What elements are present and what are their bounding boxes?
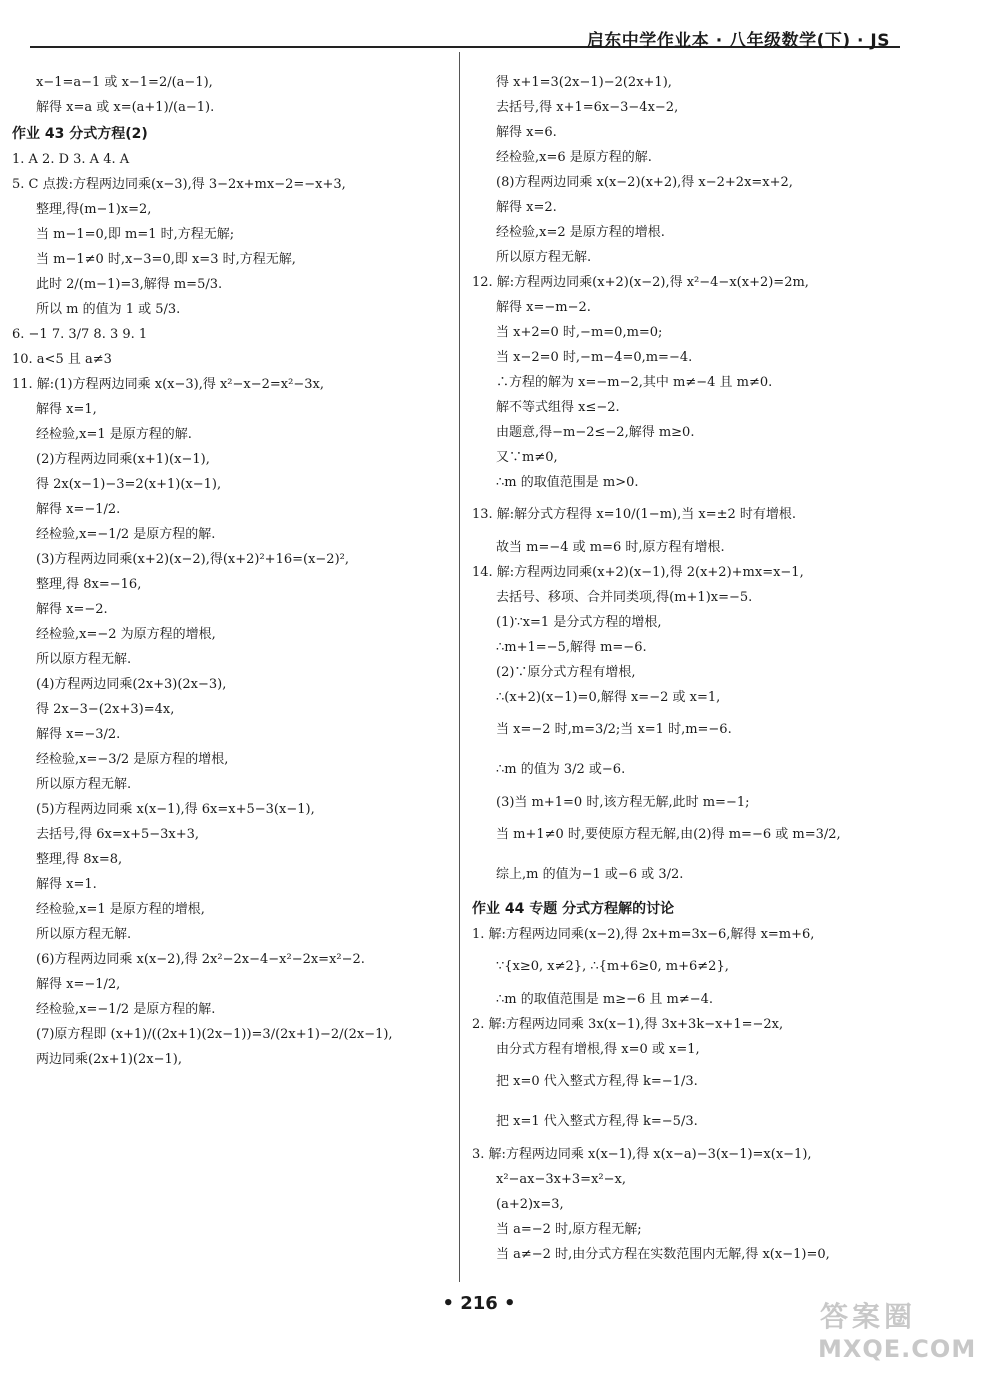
text-line: 1. A 2. D 3. A 4. A — [12, 152, 130, 167]
text-line: 由题意,得−m−2≤−2,解得 m≥0. — [496, 425, 695, 440]
text-line: 11. 解:(1)方程两边同乘 x(x−3),得 x²−x−2=x²−3x, — [12, 377, 324, 392]
text-line: 得 2x−3−(2x+3)=4x, — [36, 702, 175, 717]
text-line: 综上,m 的值为−1 或−6 或 3/2. — [496, 867, 684, 882]
left-column — [12, 70, 452, 1072]
text-line: 解得 x=1, — [36, 402, 97, 417]
text-line: 解得 x=−1/2. — [36, 502, 121, 517]
text-line: (7)原方程即 (x+1)/((2x+1)(2x−1))=3/(2x+1)−2/(2x−1), — [36, 1027, 393, 1042]
text-line: 解得 x=a 或 x=(a+1)/(a−1). — [36, 100, 215, 115]
text-line: (5)方程两边同乘 x(x−1),得 6x=x+5−3(x−1), — [36, 802, 315, 817]
section-heading: 作业 43 分式方程(2) — [12, 126, 148, 142]
text-line: 解不等式组得 x≤−2. — [496, 400, 620, 415]
text-line: (a+2)x=3, — [496, 1197, 564, 1212]
text-line: 所以原方程无解. — [36, 927, 132, 942]
text-line: 经检验,x=2 是原方程的增根. — [496, 225, 665, 240]
text-line: 经检验,x=−3/2 是原方程的增根, — [36, 752, 229, 767]
text-line: (2)∵原分式方程有增根, — [496, 665, 636, 680]
text-line: ∴(x+2)(x−1)=0,解得 x=−2 或 x=1, — [496, 690, 721, 705]
text-line: 经检验,x=−1/2 是原方程的解. — [36, 1002, 216, 1017]
text-line: 解得 x=−m−2. — [496, 300, 591, 315]
text-line: 10. a<5 且 a≠3 — [12, 352, 112, 367]
text-line: (3)当 m+1=0 时,该方程无解,此时 m=−1; — [496, 795, 750, 810]
text-line: 所以原方程无解. — [496, 250, 592, 265]
text-line: 5. C 点拨:方程两边同乘(x−3),得 3−2x+mx−2=−x+3, — [12, 177, 346, 192]
text-line: 整理,得(m−1)x=2, — [36, 202, 152, 217]
text-line: 去括号、移项、合并同类项,得(m+1)x=−5. — [496, 590, 753, 605]
text-line: 当 a≠−2 时,由分式方程在实数范围内无解,得 x(x−1)=0, — [496, 1247, 830, 1262]
text-line: 解得 x=−1/2, — [36, 977, 121, 992]
text-line: ∴方程的解为 x=−m−2,其中 m≠−4 且 m≠0. — [496, 375, 773, 390]
text-line: 故当 m=−4 或 m=6 时,原方程有增根. — [496, 540, 725, 555]
text-line: 又∵m≠0, — [496, 450, 558, 465]
text-line: 当 x−2=0 时,−m−4=0,m=−4. — [496, 350, 693, 365]
text-line: 3. 解:方程两边同乘 x(x−1),得 x(x−a)−3(x−1)=x(x−1), — [472, 1147, 812, 1162]
header-title: 启东中学作业本 · 八年级数学(下) · JS — [586, 31, 890, 51]
watermark-url: MXQE.COM — [818, 1335, 977, 1363]
text-line: ∵{x≥0, x≠2}, ∴{m+6≥0, m+6≠2}, — [496, 959, 729, 974]
text-line: 此时 2/(m−1)=3,解得 m=5/3. — [36, 277, 223, 292]
text-line: (8)方程两边同乘 x(x−2)(x+2),得 x−2+2x=x+2, — [496, 175, 793, 190]
text-line: 解得 x=−3/2. — [36, 727, 121, 742]
text-line: ∴m 的取值范围是 m≥−6 且 m≠−4. — [496, 992, 714, 1007]
text-line: 1. 解:方程两边同乘(x−2),得 2x+m=3x−6,解得 x=m+6, — [472, 927, 815, 942]
text-line: 当 x+2=0 时,−m=0,m=0; — [496, 325, 663, 340]
text-line: 两边同乘(2x+1)(2x−1), — [36, 1052, 182, 1067]
watermark-logo — [810, 1295, 995, 1370]
text-line: 解得 x=−2. — [36, 602, 108, 617]
text-line: (2)方程两边同乘(x+1)(x−1), — [36, 452, 210, 467]
text-line: 去括号,得 6x=x+5−3x+3, — [36, 827, 200, 842]
text-line: 解得 x=1. — [36, 877, 97, 892]
text-line: 把 x=1 代入整式方程,得 k=−5/3. — [496, 1114, 698, 1129]
right-column — [472, 70, 942, 1267]
text-line: 所以原方程无解. — [36, 777, 132, 792]
text-line: 经检验,x=−1/2 是原方程的解. — [36, 527, 216, 542]
text-line: ∴m 的值为 3/2 或−6. — [496, 762, 626, 777]
text-line: 14. 解:方程两边同乘(x+2)(x−1),得 2(x+2)+mx=x−1, — [472, 565, 804, 580]
text-line: ∴m 的取值范围是 m>0. — [496, 475, 639, 490]
text-line: 2. 解:方程两边同乘 3x(x−1),得 3x+3k−x+1=−2x, — [472, 1017, 784, 1032]
text-line: 解得 x=6. — [496, 125, 557, 140]
text-line: 当 m−1≠0 时,x−3=0,即 x=3 时,方程无解, — [36, 252, 296, 267]
text-line: (1)∵x=1 是分式方程的增根, — [496, 615, 662, 630]
text-line: (4)方程两边同乘(2x+3)(2x−3), — [36, 677, 227, 692]
text-line: x²−ax−3x+3=x²−x, — [496, 1172, 626, 1187]
text-line: 由分式方程有增根,得 x=0 或 x=1, — [496, 1042, 700, 1057]
text-line: 得 2x(x−1)−3=2(x+1)(x−1), — [36, 477, 222, 492]
text-line: 去括号,得 x+1=6x−3−4x−2, — [496, 100, 679, 115]
text-line: 把 x=0 代入整式方程,得 k=−1/3. — [496, 1074, 698, 1089]
section-heading: 作业 44 专题 分式方程解的讨论 — [472, 901, 675, 917]
text-line: 经检验,x=−2 为原方程的增根, — [36, 627, 216, 642]
text-line: x−1=a−1 或 x−1=2/(a−1), — [36, 75, 213, 90]
text-line: 12. 解:方程两边同乘(x+2)(x−2),得 x²−4−x(x+2)=2m, — [472, 275, 809, 290]
text-line: (6)方程两边同乘 x(x−2),得 2x²−2x−4−x²−2x=x²−2. — [36, 952, 365, 967]
text-line: 当 a=−2 时,原方程无解; — [496, 1222, 642, 1237]
text-line: 当 m−1=0,即 m=1 时,方程无解; — [36, 227, 235, 242]
text-line: 6. −1 7. 3/7 8. 3 9. 1 — [12, 327, 148, 342]
text-line: 当 m+1≠0 时,要使原方程无解,由(2)得 m=−6 或 m=3/2, — [496, 827, 841, 842]
text-line: 所以原方程无解. — [36, 652, 132, 667]
text-line: 当 x=−2 时,m=3/2;当 x=1 时,m=−6. — [496, 722, 732, 737]
text-line: 经检验,x=1 是原方程的解. — [36, 427, 192, 442]
text-line: 经检验,x=1 是原方程的增根, — [36, 902, 205, 917]
column-divider — [459, 52, 460, 1282]
text-line: (3)方程两边同乘(x+2)(x−2),得(x+2)²+16=(x−2)², — [36, 552, 349, 567]
text-line: 整理,得 8x=−16, — [36, 577, 142, 592]
page-number: • 216 • — [442, 1293, 516, 1314]
text-line: 整理,得 8x=8, — [36, 852, 123, 867]
text-line: 经检验,x=6 是原方程的解. — [496, 150, 652, 165]
text-line: ∴m+1=−5,解得 m=−6. — [496, 640, 647, 655]
text-line: 得 x+1=3(2x−1)−2(2x+1), — [496, 75, 672, 90]
text-line: 解得 x=2. — [496, 200, 557, 215]
text-line: 所以 m 的值为 1 或 5/3. — [36, 302, 181, 317]
watermark-text: 答案圈 — [820, 1300, 917, 1333]
page-header — [30, 6, 900, 51]
text-line: 13. 解:解分式方程得 x=10/(1−m),当 x=±2 时有增根. — [472, 507, 797, 522]
